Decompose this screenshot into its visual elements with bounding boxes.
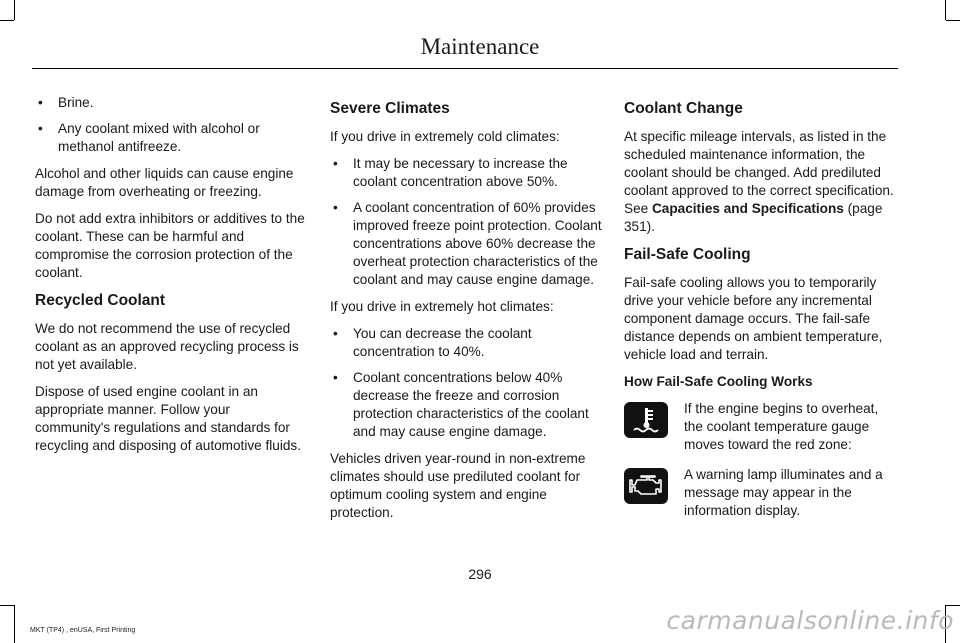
crop-mark [0, 605, 14, 606]
list-item: • A coolant concentration of 60% provides improved freeze point protection. Coolant concentrations above 60% decrease the overheat protection characteristics of the coolant and may cause engine damage. [330, 199, 602, 289]
cross-reference-link[interactable]: Capacities and Specifications [651, 201, 844, 216]
column-right [624, 94, 896, 532]
section-heading: Fail-Safe Cooling [624, 246, 751, 263]
sub-heading: How Fail-Safe Cooling Works [624, 374, 813, 389]
paragraph: We do not recommend the use of recycled coolant as an approved recycling process is not yet available. [35, 321, 299, 372]
watermark: carmanualsonline.info [666, 606, 954, 635]
crop-mark [946, 20, 960, 21]
list-item: • Coolant concentrations below 40% decrease the freeze and corrosion protection characteristics of the coolant and may cause engine damage. [330, 369, 602, 441]
section-heading: Recycled Coolant [35, 292, 166, 309]
paragraph: Alcohol and other liquids can cause engine damage from overheating or freezing. [35, 166, 294, 199]
paragraph: Vehicles driven year-round in non-extreme climates should use prediluted coolant for optimum cooling system and engine protection. [330, 451, 586, 520]
crop-mark [0, 20, 14, 21]
header-rule [32, 68, 898, 69]
bullet-list [35, 94, 307, 156]
paragraph [624, 128, 896, 236]
icon-description: If the engine begins to overheat, the coolant temperature gauge moves toward the red zone: [684, 401, 879, 452]
footer-text: MKT (TP4) , enUSA, First Printing [30, 627, 136, 634]
paragraph: If you drive in extremely hot climates: [330, 299, 554, 314]
column-middle [330, 94, 602, 531]
check-engine-icon [624, 468, 668, 504]
bullet-list [330, 325, 602, 441]
page-title: Maintenance [420, 34, 540, 59]
list-item: • It may be necessary to increase the coolant concentration above 50%. [330, 155, 602, 191]
section-heading: Coolant Change [624, 100, 743, 117]
bullet-list [330, 155, 602, 289]
list-item: • Any coolant mixed with alcohol or methanol antifreeze. [35, 120, 307, 156]
icon-row [624, 400, 896, 454]
section-heading: Severe Climates [330, 100, 450, 117]
crop-mark [14, 605, 15, 643]
page-reference: (page 351). [624, 201, 883, 234]
crop-mark [945, 0, 946, 20]
paragraph-text: At specific mileage intervals, as listed in the scheduled maintenance information, the coolant should be changed. Add prediluted coolant approved to the correct specification. See [624, 129, 894, 216]
page-number: 296 [468, 566, 492, 582]
list-item: • Brine. [35, 94, 307, 112]
paragraph: Do not add extra inhibitors or additives to the coolant. These can be harmful and compromise the corrosion protection of the coolant. [35, 211, 305, 280]
list-item: • You can decrease the coolant concentration to 40%. [330, 325, 602, 361]
paragraph: Dispose of used engine coolant in an appropriate manner. Follow your community's regulations and standards for recycling and disposing of automotive fluids. [35, 384, 301, 453]
icon-description: A warning lamp illuminates and a message may appear in the information display. [684, 467, 883, 518]
coolant-temperature-icon [624, 402, 668, 438]
icon-row [624, 466, 896, 520]
paragraph: Fail-safe cooling allows you to temporarily drive your vehicle before any incremental component damage occurs. The fail-safe distance depends on ambient temperature, vehicle load and terrain. [624, 275, 883, 362]
column-left [35, 94, 307, 464]
crop-mark [14, 0, 15, 20]
paragraph: If you drive in extremely cold climates: [330, 129, 560, 144]
